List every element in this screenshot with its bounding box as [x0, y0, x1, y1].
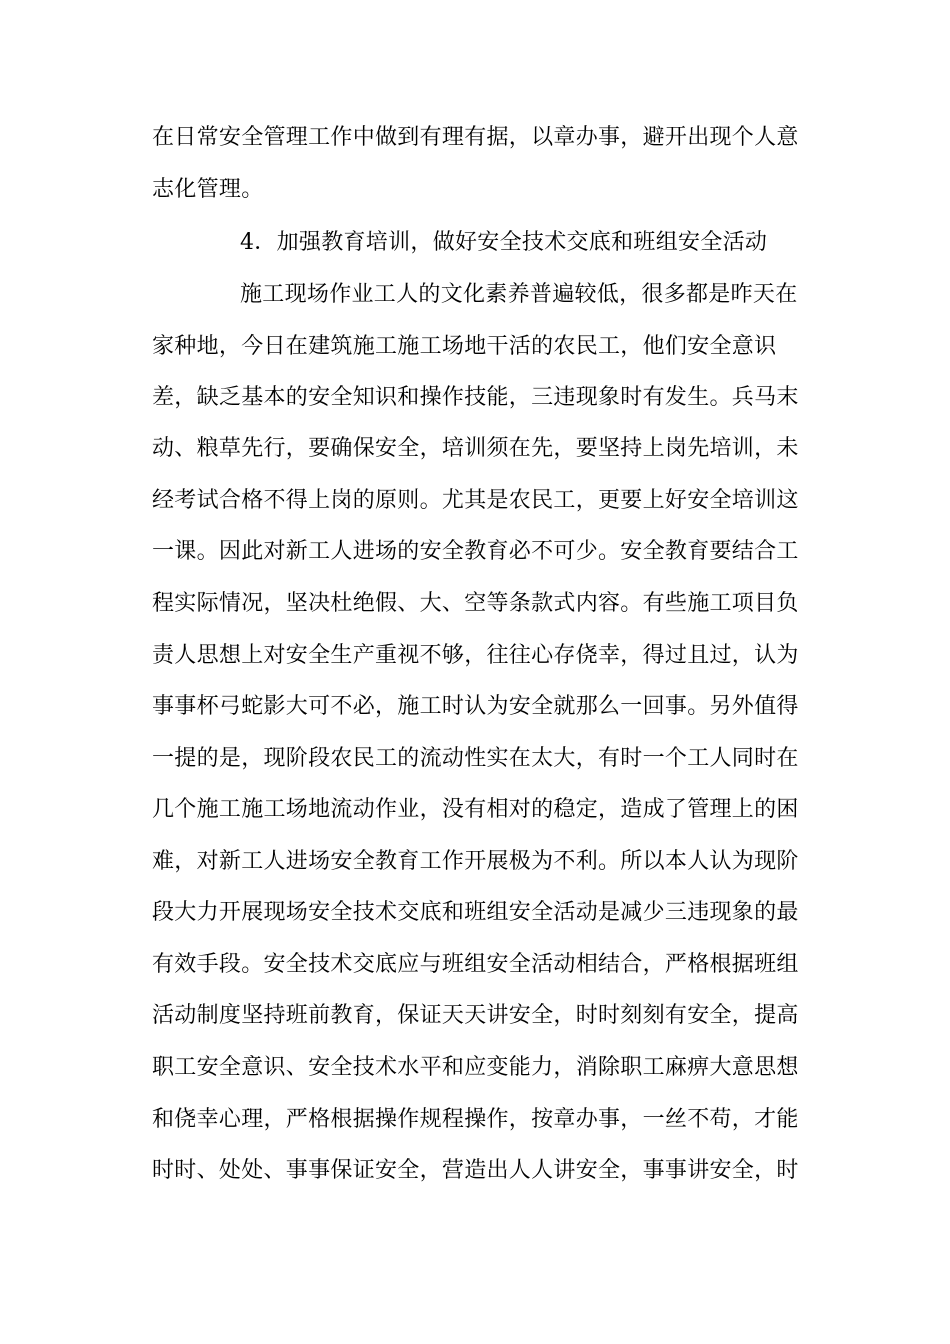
- text-line-1: 在日常安全管理工作中做到有理有据，以章办事，避开出现个人意: [152, 125, 799, 150]
- text-line-10: 程实际情况，坚决杜绝假、大、空等条款式内容。有些施工项目负: [152, 591, 799, 616]
- text-line-13: 一提的是，现阶段农民工的流动性实在太大，有时一个工人同时在: [152, 746, 799, 771]
- text-line-16: 段大力开展现场安全技术交底和班组安全活动是减少三违现象的最: [152, 900, 799, 925]
- text-line-15: 难，对新工人进场安全教育工作开展极为不利。所以本人认为现阶: [152, 849, 799, 874]
- text-line-8: 经考试合格不得上岗的原则。尤其是农民工，更要上好安全培训这: [152, 488, 799, 513]
- text-line-9: 一课。因此对新工人进场的安全教育必不可少。安全教育要结合工: [152, 539, 799, 564]
- text-line-2: 志化管理。: [152, 177, 264, 202]
- text-line-4: 施工现场作业工人的文化素养普遍较低，很多都是昨天在: [240, 282, 798, 307]
- text-line-12: 事事杯弓蛇影大可不必，施工时认为安全就那么一回事。另外值得: [152, 694, 799, 719]
- text-line-5: 家种地，今日在建筑施工施工场地干活的农民工，他们安全意识: [152, 334, 777, 359]
- text-line-19: 职工安全意识、安全技术水平和应变能力，消除职工麻痹大意思想: [152, 1055, 799, 1080]
- text-line-14: 几个施工施工场地流动作业，没有相对的稳定，造成了管理上的困: [152, 797, 799, 822]
- text-line-18: 活动制度坚持班前教育，保证天天讲安全，时时刻刻有安全，提高: [152, 1003, 799, 1028]
- text-line-21: 时时、处处、事事保证安全，营造出人人讲安全，事事讲安全，时: [152, 1158, 799, 1183]
- text-line-6: 差，缺乏基本的安全知识和操作技能，三违现象时有发生。兵马末: [152, 385, 799, 410]
- text-line-11: 责人思想上对安全生产重视不够，往往心存侥幸，得过且过，认为: [152, 643, 799, 668]
- text-line-17: 有效手段。安全技术交底应与班组安全活动相结合，严格根据班组: [152, 952, 799, 977]
- section-heading: 4．加强教育培训，做好安全技术交底和班组安全活动: [240, 230, 768, 255]
- text-line-7: 动、粮草先行，要确保安全，培训须在先，要坚持上岗先培训，未: [152, 436, 799, 461]
- text-line-20: 和侥幸心理，严格根据操作规程操作，按章办事，一丝不苟，才能: [152, 1107, 799, 1132]
